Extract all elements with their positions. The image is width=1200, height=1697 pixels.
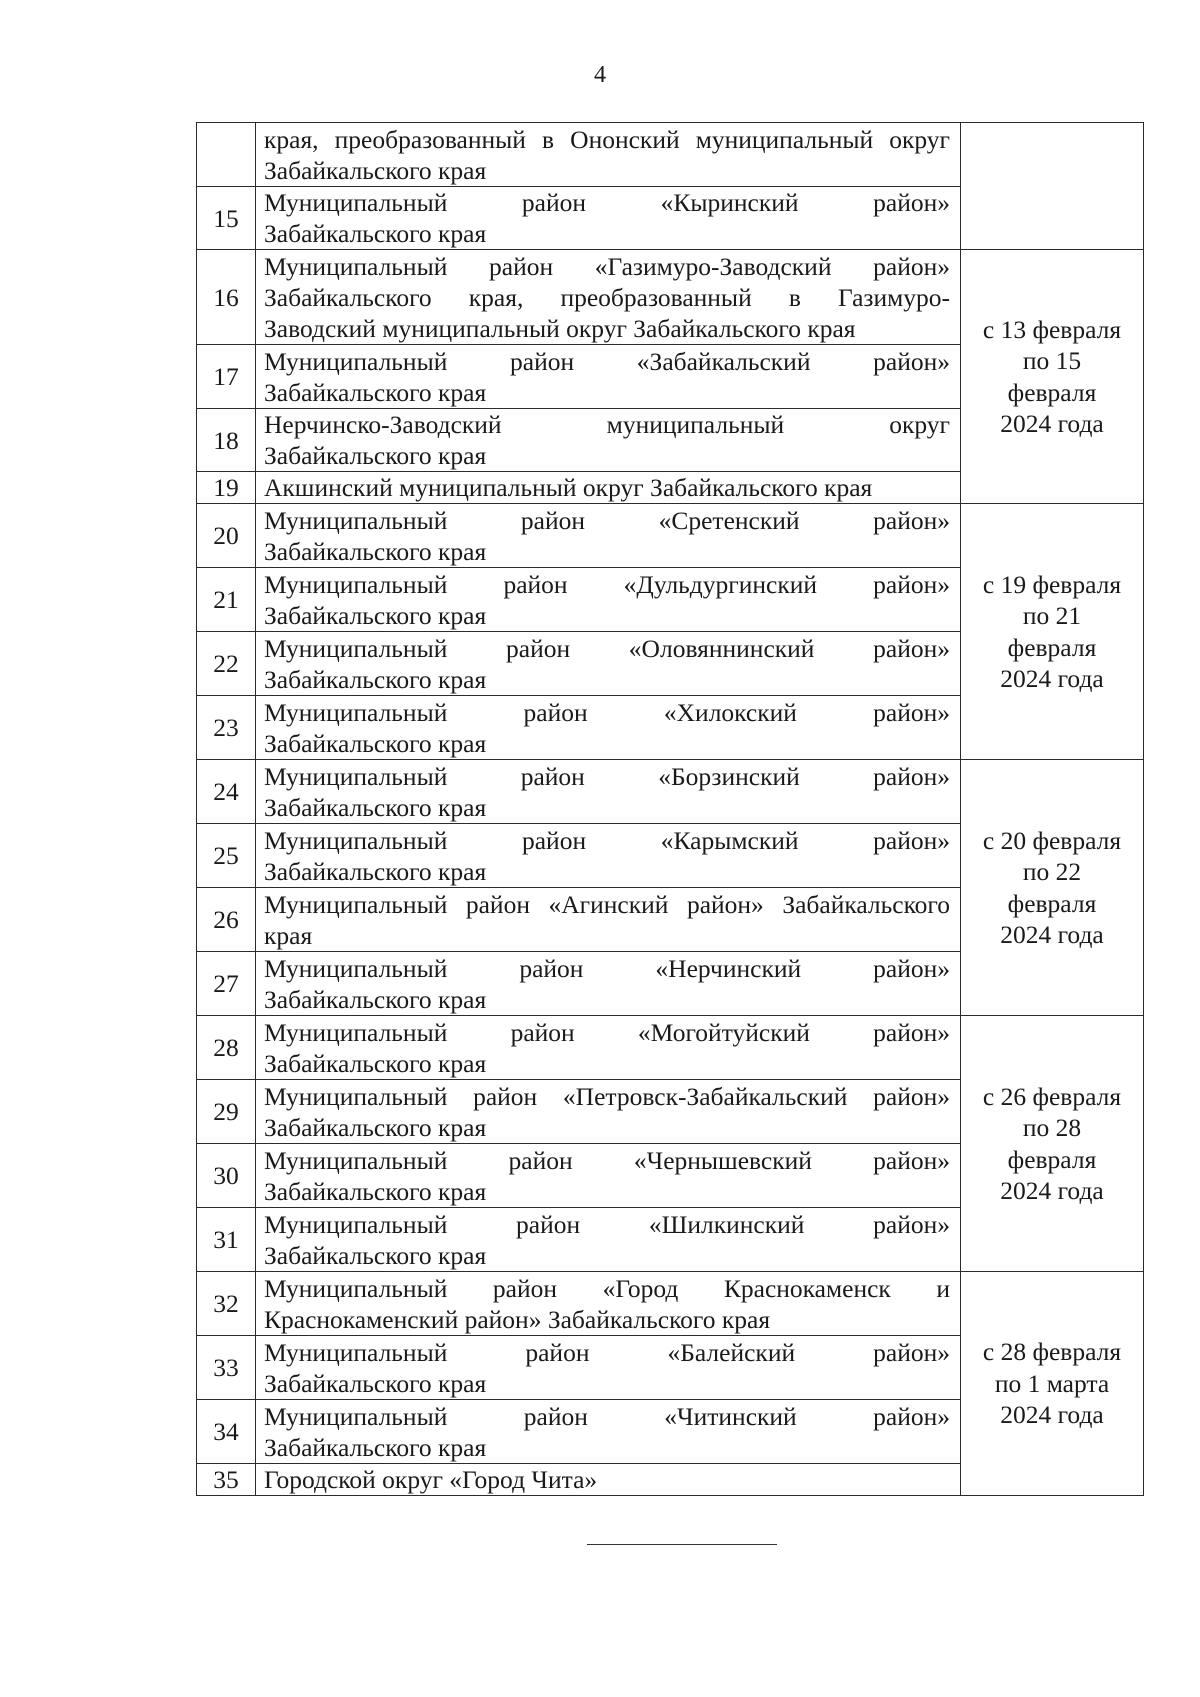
row-number: 21 <box>197 568 256 632</box>
municipality-name: Муниципальный район «Петровск-Забайкальский район» Забайкальского края <box>256 1080 961 1144</box>
row-number: 35 <box>197 1464 256 1496</box>
page-number: 4 <box>594 62 606 88</box>
municipality-name: Муниципальный район «Агинский район» Забайкальского края <box>256 888 961 952</box>
row-number: 26 <box>197 888 256 952</box>
schedule-table <box>196 122 1144 1496</box>
municipality-name: Муниципальный район «Карымский район» Забайкальского края <box>256 824 961 888</box>
row-number: 30 <box>197 1144 256 1208</box>
table-row <box>197 123 1144 187</box>
municipality-name: Муниципальный район «Шилкинский район» Забайкальского края <box>256 1208 961 1272</box>
municipality-name: Муниципальный район «Забайкальский район» Забайкальского края <box>256 345 961 409</box>
row-number: 16 <box>197 250 256 345</box>
period-cell: с 19 февраля по 21 февраля 2024 года <box>961 504 1144 760</box>
row-number: 18 <box>197 409 256 472</box>
row-number <box>197 123 256 187</box>
municipality-name: Муниципальный район «Город Краснокаменск и Краснокаменский район» Забайкальского края <box>256 1272 961 1336</box>
row-number: 33 <box>197 1336 256 1400</box>
period-cell <box>961 123 1144 250</box>
table-row <box>197 1272 1144 1336</box>
row-number: 15 <box>197 187 256 250</box>
row-number: 31 <box>197 1208 256 1272</box>
municipality-name: Муниципальный район «Оловяннинский район» Забайкальского края <box>256 632 961 696</box>
municipality-name: Муниципальный район «Балейский район» Забайкальского края <box>256 1336 961 1400</box>
municipality-name: Муниципальный район «Кыринский район» Забайкальского края <box>256 187 961 250</box>
municipality-name: края, преобразованный в Ононский муниципальный округ Забайкальского края <box>256 123 961 187</box>
row-number: 25 <box>197 824 256 888</box>
row-number: 28 <box>197 1016 256 1080</box>
municipality-name: Муниципальный район «Газимуро-Заводский район» Забайкальского края, преобразованный в Газимуро- Заводский муниципальный округ Забайкальского края <box>256 250 961 345</box>
period-cell: с 20 февраля по 22 февраля 2024 года <box>961 760 1144 1016</box>
row-number: 32 <box>197 1272 256 1336</box>
municipality-name: Городской округ «Город Чита» <box>256 1464 961 1496</box>
row-number: 27 <box>197 952 256 1016</box>
row-number: 34 <box>197 1400 256 1464</box>
municipality-name: Муниципальный район «Нерчинский район» Забайкальского края <box>256 952 961 1016</box>
municipality-name: Муниципальный район «Читинский район» Забайкальского края <box>256 1400 961 1464</box>
municipality-name: Муниципальный район «Чернышевский район» Забайкальского края <box>256 1144 961 1208</box>
municipality-name: Муниципальный район «Дульдургинский район» Забайкальского края <box>256 568 961 632</box>
row-number: 29 <box>197 1080 256 1144</box>
municipality-name: Акшинский муниципальный округ Забайкальского края <box>256 472 961 504</box>
table-row <box>197 1016 1144 1080</box>
row-number: 24 <box>197 760 256 824</box>
municipality-name: Нерчинско-Заводский муниципальный округ Забайкальского края <box>256 409 961 472</box>
row-number: 23 <box>197 696 256 760</box>
table-row <box>197 760 1144 824</box>
row-number: 22 <box>197 632 256 696</box>
table-row <box>197 504 1144 568</box>
municipality-name: Муниципальный район «Борзинский район» Забайкальского края <box>256 760 961 824</box>
table-row <box>197 250 1144 345</box>
municipality-name: Муниципальный район «Могойтуйский район» Забайкальского края <box>256 1016 961 1080</box>
row-number: 20 <box>197 504 256 568</box>
end-divider <box>587 1544 777 1545</box>
period-cell: с 28 февраля по 1 марта 2024 года <box>961 1272 1144 1496</box>
period-cell: с 13 февраля по 15 февраля 2024 года <box>961 250 1144 504</box>
row-number: 17 <box>197 345 256 409</box>
row-number: 19 <box>197 472 256 504</box>
municipality-name: Муниципальный район «Хилокский район» Забайкальского края <box>256 696 961 760</box>
period-cell: с 26 февраля по 28 февраля 2024 года <box>961 1016 1144 1272</box>
municipality-name: Муниципальный район «Сретенский район» Забайкальского края <box>256 504 961 568</box>
